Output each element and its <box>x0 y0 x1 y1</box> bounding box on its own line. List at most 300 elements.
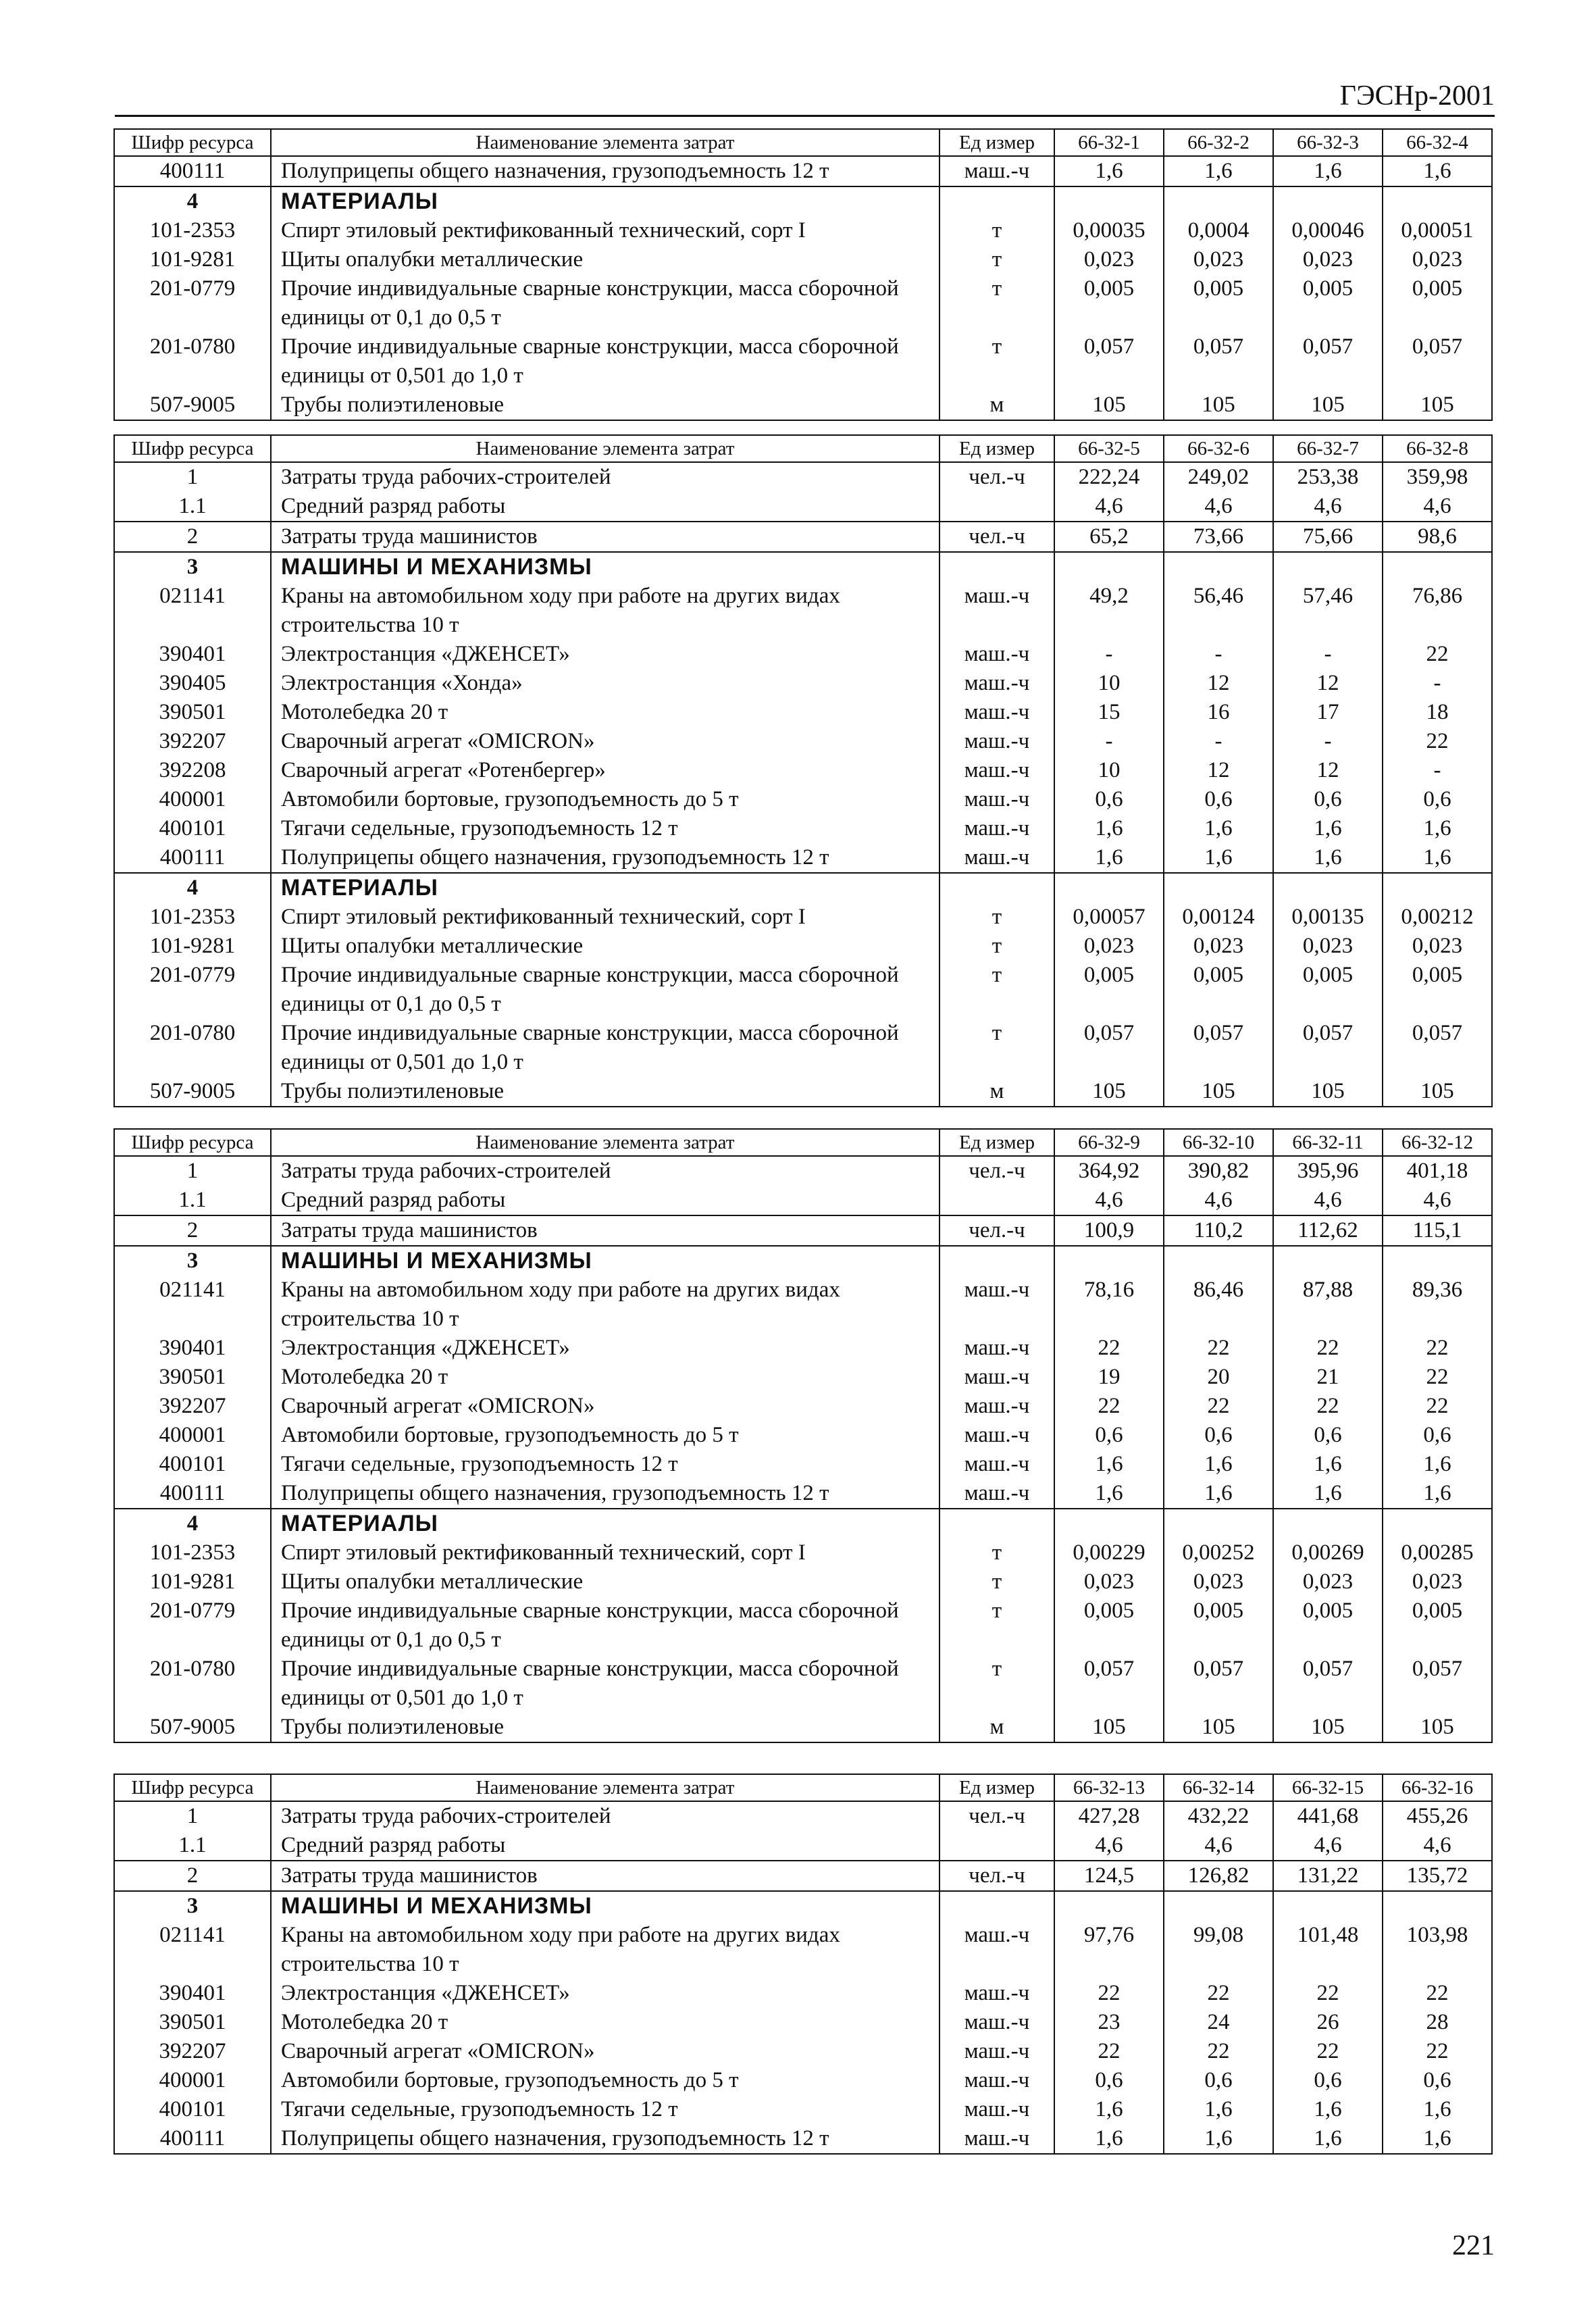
resource-code: 4 <box>114 186 271 216</box>
value-cell: 0,057 <box>1383 332 1492 391</box>
unit-cell: маш.-ч <box>939 1421 1054 1450</box>
value-cell: 0,6 <box>1054 2066 1164 2095</box>
value-cell: 22 <box>1054 1979 1164 2008</box>
value-cell: 0,00124 <box>1164 903 1273 932</box>
resource-code: 201-0779 <box>114 274 271 332</box>
value-cell <box>1054 1246 1164 1276</box>
value-cell: 105 <box>1273 1077 1383 1107</box>
resource-name: Краны на автомобильном ходу при работе на других видах строительства 10 т <box>271 1921 939 1979</box>
resource-name: Электростанция «ДЖЕНСЕТ» <box>271 1979 939 2008</box>
value-cell: 65,2 <box>1054 522 1164 552</box>
unit-cell: чел.-ч <box>939 462 1054 492</box>
unit-cell <box>939 552 1054 582</box>
unit-cell: маш.-ч <box>939 640 1054 669</box>
value-cell <box>1383 552 1492 582</box>
table-row <box>114 1363 1492 1392</box>
resource-code: 1 <box>114 1156 271 1186</box>
column-header-norm-code: 66-32-4 <box>1383 129 1492 156</box>
column-header-unit: Ед измер <box>939 1129 1054 1156</box>
unit-cell: т <box>939 332 1054 391</box>
resource-name: Прочие индивидуальные сварные конструкции, масса сборочной единицы от 0,1 до 0,5 т <box>271 274 939 332</box>
value-cell: 0,6 <box>1383 2066 1492 2095</box>
value-cell: 0,00285 <box>1383 1538 1492 1567</box>
column-header-unit: Ед измер <box>939 1774 1054 1801</box>
value-cell <box>1054 1509 1164 1538</box>
resource-name: Затраты труда рабочих-строителей <box>271 1156 939 1186</box>
value-cell: 22 <box>1273 1392 1383 1421</box>
value-cell: 455,26 <box>1383 1801 1492 1831</box>
value-cell <box>1273 1246 1383 1276</box>
unit-cell: т <box>939 1019 1054 1077</box>
value-cell <box>1054 873 1164 903</box>
value-cell: 0,057 <box>1273 332 1383 391</box>
unit-cell: чел.-ч <box>939 1801 1054 1831</box>
value-cell: 20 <box>1164 1363 1273 1392</box>
resource-name: Мотолебедка 20 т <box>271 1363 939 1392</box>
section-row <box>114 1509 1492 1538</box>
value-cell: 0,005 <box>1054 961 1164 1019</box>
table-row <box>114 492 1492 522</box>
resource-code: 400111 <box>114 1479 271 1509</box>
resource-code: 400101 <box>114 2095 271 2124</box>
resource-name: Средний разряд работы <box>271 1831 939 1861</box>
value-cell: 1,6 <box>1383 2124 1492 2154</box>
table-row <box>114 1861 1492 1891</box>
unit-cell: т <box>939 1538 1054 1567</box>
resource-code: 021141 <box>114 1276 271 1334</box>
unit-cell: маш.-ч <box>939 1450 1054 1479</box>
resource-code: 1.1 <box>114 1831 271 1861</box>
value-cell <box>1383 1509 1492 1538</box>
table-row <box>114 640 1492 669</box>
value-cell: 87,88 <box>1273 1276 1383 1334</box>
column-header-code: Шифр ресурса <box>114 1774 271 1801</box>
value-cell: 105 <box>1273 391 1383 420</box>
document-code: ГЭСНр-2001 <box>1339 80 1495 111</box>
resource-name: Прочие индивидуальные сварные конструкции, масса сборочной единицы от 0,501 до 1,0 т <box>271 1019 939 1077</box>
resource-code: 390401 <box>114 1979 271 2008</box>
unit-cell: маш.-ч <box>939 785 1054 814</box>
column-header-norm-code: 66-32-12 <box>1383 1129 1492 1156</box>
column-header-norm-code: 66-32-7 <box>1273 435 1383 462</box>
value-cell: 73,66 <box>1164 522 1273 552</box>
value-cell: 441,68 <box>1273 1801 1383 1831</box>
table-row <box>114 1276 1492 1334</box>
resource-name: Мотолебедка 20 т <box>271 2008 939 2037</box>
value-cell: 23 <box>1054 2008 1164 2037</box>
resource-name: Средний разряд работы <box>271 1186 939 1215</box>
resource-name: Мотолебедка 20 т <box>271 698 939 727</box>
value-cell: 4,6 <box>1273 1831 1383 1861</box>
resource-code: 2 <box>114 522 271 552</box>
value-cell <box>1383 873 1492 903</box>
value-cell: 1,6 <box>1383 843 1492 873</box>
resource-name: Полуприцепы общего назначения, грузоподъемность 12 т <box>271 156 939 186</box>
table-row <box>114 756 1492 785</box>
value-cell: 0,005 <box>1273 961 1383 1019</box>
resource-code: 400111 <box>114 843 271 873</box>
value-cell: 0,057 <box>1383 1019 1492 1077</box>
table-row <box>114 462 1492 492</box>
column-header-norm-code: 66-32-1 <box>1054 129 1164 156</box>
unit-cell: т <box>939 274 1054 332</box>
column-header-norm-code: 66-32-5 <box>1054 435 1164 462</box>
value-cell: 4,6 <box>1383 1831 1492 1861</box>
page-number: 221 <box>1452 2230 1495 2261</box>
value-cell: 22 <box>1164 2037 1273 2066</box>
table-row <box>114 1596 1492 1655</box>
value-cell: - <box>1383 756 1492 785</box>
table-row <box>114 698 1492 727</box>
value-cell: - <box>1164 727 1273 756</box>
table-row <box>114 156 1492 186</box>
table-row <box>114 2066 1492 2095</box>
resource-name: Электростанция «ДЖЕНСЕТ» <box>271 640 939 669</box>
value-cell: 0,6 <box>1273 1421 1383 1450</box>
resource-code: 4 <box>114 873 271 903</box>
resource-code: 400101 <box>114 1450 271 1479</box>
value-cell: 78,16 <box>1054 1276 1164 1334</box>
unit-cell: маш.-ч <box>939 1392 1054 1421</box>
value-cell: 12 <box>1273 669 1383 698</box>
resource-name: Трубы полиэтиленовые <box>271 1713 939 1742</box>
value-cell: 4,6 <box>1164 1186 1273 1215</box>
value-cell: 0,6 <box>1054 1421 1164 1450</box>
value-cell: 4,6 <box>1054 492 1164 522</box>
column-header-norm-code: 66-32-10 <box>1164 1129 1273 1156</box>
value-cell: 22 <box>1164 1334 1273 1363</box>
resource-code: 390401 <box>114 640 271 669</box>
value-cell: 1,6 <box>1383 2095 1492 2124</box>
resource-code: 400101 <box>114 814 271 843</box>
column-header-code: Шифр ресурса <box>114 435 271 462</box>
resource-name: Средний разряд работы <box>271 492 939 522</box>
value-cell: 105 <box>1164 391 1273 420</box>
value-cell: 0,057 <box>1054 1655 1164 1713</box>
value-cell: 1,6 <box>1273 1450 1383 1479</box>
resource-code: 390501 <box>114 1363 271 1392</box>
resource-name: Прочие индивидуальные сварные конструкции, масса сборочной единицы от 0,501 до 1,0 т <box>271 332 939 391</box>
value-cell: 105 <box>1164 1077 1273 1107</box>
unit-cell: маш.-ч <box>939 727 1054 756</box>
value-cell: 427,28 <box>1054 1801 1164 1831</box>
value-cell: 19 <box>1054 1363 1164 1392</box>
unit-cell: чел.-ч <box>939 1215 1054 1246</box>
cost-table <box>113 434 1493 1107</box>
value-cell: 0,6 <box>1164 1421 1273 1450</box>
value-cell: 1,6 <box>1054 2095 1164 2124</box>
value-cell: 222,24 <box>1054 462 1164 492</box>
value-cell: 0,023 <box>1383 1567 1492 1596</box>
unit-cell: маш.-ч <box>939 2095 1054 2124</box>
resource-name: Трубы полиэтиленовые <box>271 391 939 420</box>
resource-name: Спирт этиловый ректификованный технический, сорт I <box>271 216 939 245</box>
value-cell <box>1054 1891 1164 1921</box>
resource-name: Автомобили бортовые, грузоподъемность до 5 т <box>271 1421 939 1450</box>
table-row <box>114 1392 1492 1421</box>
value-cell: 22 <box>1273 1334 1383 1363</box>
resource-code: 400001 <box>114 2066 271 2095</box>
resource-code: 2 <box>114 1215 271 1246</box>
resource-name: Сварочный агрегат «OMICRON» <box>271 727 939 756</box>
value-cell: 390,82 <box>1164 1156 1273 1186</box>
value-cell: 0,6 <box>1383 785 1492 814</box>
resource-name: Электростанция «Хонда» <box>271 669 939 698</box>
resource-name: МАТЕРИАЛЫ <box>271 873 939 903</box>
value-cell: 22 <box>1383 1392 1492 1421</box>
value-cell: 16 <box>1164 698 1273 727</box>
value-cell: 0,6 <box>1273 2066 1383 2095</box>
resource-name: Полуприцепы общего назначения, грузоподъемность 12 т <box>271 2124 939 2154</box>
value-cell: 0,023 <box>1383 245 1492 274</box>
section-row <box>114 552 1492 582</box>
value-cell: 0,6 <box>1164 785 1273 814</box>
column-header-norm-code: 66-32-11 <box>1273 1129 1383 1156</box>
value-cell: 253,38 <box>1273 462 1383 492</box>
resource-name: Краны на автомобильном ходу при работе на других видах строительства 10 т <box>271 1276 939 1334</box>
value-cell: 86,46 <box>1164 1276 1273 1334</box>
value-cell: 1,6 <box>1273 1479 1383 1509</box>
resource-name: Краны на автомобильном ходу при работе на других видах строительства 10 т <box>271 582 939 640</box>
value-cell: 1,6 <box>1273 156 1383 186</box>
unit-cell: т <box>939 932 1054 961</box>
value-cell: 0,005 <box>1164 1596 1273 1655</box>
section-row <box>114 1891 1492 1921</box>
table-row <box>114 903 1492 932</box>
value-cell: 21 <box>1273 1363 1383 1392</box>
value-cell <box>1273 552 1383 582</box>
resource-name: Электростанция «ДЖЕНСЕТ» <box>271 1334 939 1363</box>
resource-code: 101-9281 <box>114 932 271 961</box>
resource-name: Прочие индивидуальные сварные конструкции, масса сборочной единицы от 0,501 до 1,0 т <box>271 1655 939 1713</box>
table-row <box>114 669 1492 698</box>
value-cell: 0,00229 <box>1054 1538 1164 1567</box>
resource-code: 507-9005 <box>114 1713 271 1742</box>
value-cell: 1,6 <box>1164 814 1273 843</box>
unit-cell: маш.-ч <box>939 1334 1054 1363</box>
value-cell: 22 <box>1383 2037 1492 2066</box>
value-cell: 0,0004 <box>1164 216 1273 245</box>
value-cell: 1,6 <box>1383 1450 1492 1479</box>
table-row <box>114 727 1492 756</box>
section-row <box>114 873 1492 903</box>
cost-table <box>113 1128 1493 1743</box>
resource-code: 392207 <box>114 1392 271 1421</box>
value-cell: 0,6 <box>1164 2066 1273 2095</box>
column-header-norm-code: 66-32-9 <box>1054 1129 1164 1156</box>
value-cell: 1,6 <box>1054 2124 1164 2154</box>
unit-cell <box>939 1186 1054 1215</box>
resource-name: Затраты труда рабочих-строителей <box>271 462 939 492</box>
unit-cell: маш.-ч <box>939 1276 1054 1334</box>
value-cell <box>1273 186 1383 216</box>
table-row <box>114 582 1492 640</box>
resource-table-1 <box>113 128 1491 421</box>
value-cell: 4,6 <box>1054 1186 1164 1215</box>
table-row <box>114 1019 1492 1077</box>
unit-cell: маш.-ч <box>939 843 1054 873</box>
value-cell <box>1054 186 1164 216</box>
value-cell: 12 <box>1164 756 1273 785</box>
value-cell: 10 <box>1054 669 1164 698</box>
resource-name: Спирт этиловый ректификованный технический, сорт I <box>271 903 939 932</box>
value-cell: 0,6 <box>1273 785 1383 814</box>
value-cell: 0,005 <box>1383 961 1492 1019</box>
value-cell: 0,005 <box>1054 1596 1164 1655</box>
value-cell: 105 <box>1054 1077 1164 1107</box>
table-row <box>114 1801 1492 1831</box>
value-cell: 105 <box>1383 391 1492 420</box>
unit-cell: маш.-ч <box>939 1363 1054 1392</box>
value-cell: 0,6 <box>1054 785 1164 814</box>
value-cell: 1,6 <box>1164 843 1273 873</box>
resource-code: 1 <box>114 1801 271 1831</box>
value-cell: 0,00135 <box>1273 903 1383 932</box>
column-header-norm-code: 66-32-16 <box>1383 1774 1492 1801</box>
value-cell: 1,6 <box>1164 156 1273 186</box>
resource-code: 400111 <box>114 2124 271 2154</box>
column-header-norm-code: 66-32-6 <box>1164 435 1273 462</box>
resource-code: 101-2353 <box>114 903 271 932</box>
column-header-norm-code: 66-32-14 <box>1164 1774 1273 1801</box>
unit-cell <box>939 873 1054 903</box>
table-row <box>114 1979 1492 2008</box>
value-cell: 15 <box>1054 698 1164 727</box>
unit-cell: маш.-ч <box>939 2037 1054 2066</box>
unit-cell: чел.-ч <box>939 1156 1054 1186</box>
value-cell: 99,08 <box>1164 1921 1273 1979</box>
resource-name: Сварочный агрегат «OMICRON» <box>271 1392 939 1421</box>
resource-code: 101-2353 <box>114 1538 271 1567</box>
value-cell: 249,02 <box>1164 462 1273 492</box>
table-row <box>114 2008 1492 2037</box>
resource-name: Сварочный агрегат «Ротенбергер» <box>271 756 939 785</box>
value-cell: 75,66 <box>1273 522 1383 552</box>
value-cell: 0,023 <box>1273 1567 1383 1596</box>
value-cell <box>1383 1891 1492 1921</box>
header-row <box>114 129 1492 156</box>
value-cell: 0,023 <box>1054 245 1164 274</box>
resource-code: 507-9005 <box>114 1077 271 1107</box>
value-cell: 110,2 <box>1164 1215 1273 1246</box>
unit-cell: т <box>939 961 1054 1019</box>
unit-cell: чел.-ч <box>939 522 1054 552</box>
value-cell: 22 <box>1383 640 1492 669</box>
value-cell: 105 <box>1273 1713 1383 1742</box>
value-cell: 0,023 <box>1164 932 1273 961</box>
value-cell: 22 <box>1383 1334 1492 1363</box>
value-cell: 0,057 <box>1383 1655 1492 1713</box>
header-rule <box>115 115 1495 117</box>
resource-name: Прочие индивидуальные сварные конструкции, масса сборочной единицы от 0,1 до 0,5 т <box>271 1596 939 1655</box>
table-row <box>114 961 1492 1019</box>
table-row <box>114 2095 1492 2124</box>
value-cell: 395,96 <box>1273 1156 1383 1186</box>
value-cell: 105 <box>1383 1713 1492 1742</box>
table-row <box>114 1831 1492 1861</box>
table-row <box>114 843 1492 873</box>
value-cell: - <box>1054 727 1164 756</box>
resource-name: Щиты опалубки металлические <box>271 1567 939 1596</box>
value-cell: 12 <box>1273 756 1383 785</box>
cost-table <box>113 1774 1493 2155</box>
resource-code: 400001 <box>114 785 271 814</box>
value-cell: 364,92 <box>1054 1156 1164 1186</box>
value-cell: 98,6 <box>1383 522 1492 552</box>
table-row <box>114 2124 1492 2154</box>
value-cell: 0,00057 <box>1054 903 1164 932</box>
resource-name: Затраты труда машинистов <box>271 522 939 552</box>
value-cell: - <box>1054 640 1164 669</box>
value-cell: 1,6 <box>1383 814 1492 843</box>
resource-name: Автомобили бортовые, грузоподъемность до 5 т <box>271 2066 939 2095</box>
value-cell: 76,86 <box>1383 582 1492 640</box>
value-cell: 1,6 <box>1054 156 1164 186</box>
resource-code: 390501 <box>114 2008 271 2037</box>
unit-cell: т <box>939 245 1054 274</box>
table-row <box>114 245 1492 274</box>
value-cell <box>1273 1509 1383 1538</box>
value-cell <box>1273 873 1383 903</box>
value-cell: 22 <box>1273 1979 1383 2008</box>
value-cell: 1,6 <box>1273 2124 1383 2154</box>
value-cell: 401,18 <box>1383 1156 1492 1186</box>
unit-cell: маш.-ч <box>939 2066 1054 2095</box>
resource-code: 2 <box>114 1861 271 1891</box>
resource-code: 201-0780 <box>114 332 271 391</box>
value-cell: 1,6 <box>1383 1479 1492 1509</box>
table-row <box>114 785 1492 814</box>
column-header-norm-code: 66-32-2 <box>1164 129 1273 156</box>
resource-code: 400111 <box>114 156 271 186</box>
resource-code: 3 <box>114 1891 271 1921</box>
table-row <box>114 1186 1492 1215</box>
header-row <box>114 1774 1492 1801</box>
value-cell: 105 <box>1383 1077 1492 1107</box>
resource-name: МАШИНЫ И МЕХАНИЗМЫ <box>271 1246 939 1276</box>
header-row <box>114 435 1492 462</box>
value-cell: 1,6 <box>1164 2124 1273 2154</box>
resource-name: МАТЕРИАЛЫ <box>271 186 939 216</box>
resource-name: Щиты опалубки металлические <box>271 245 939 274</box>
resource-code: 201-0780 <box>114 1655 271 1713</box>
value-cell: 0,00269 <box>1273 1538 1383 1567</box>
resource-code: 392207 <box>114 727 271 756</box>
value-cell: 1,6 <box>1383 156 1492 186</box>
value-cell: 22 <box>1383 1363 1492 1392</box>
value-cell: 89,36 <box>1383 1276 1492 1334</box>
value-cell: 1,6 <box>1273 814 1383 843</box>
unit-cell: маш.-ч <box>939 582 1054 640</box>
value-cell: 22 <box>1383 727 1492 756</box>
resource-name: МАШИНЫ И МЕХАНИЗМЫ <box>271 1891 939 1921</box>
value-cell: 131,22 <box>1273 1861 1383 1891</box>
unit-cell: маш.-ч <box>939 698 1054 727</box>
unit-cell: маш.-ч <box>939 1921 1054 1979</box>
resource-name: МАТЕРИАЛЫ <box>271 1509 939 1538</box>
value-cell: 4,6 <box>1054 1831 1164 1861</box>
value-cell: 4,6 <box>1383 1186 1492 1215</box>
value-cell: 0,023 <box>1383 932 1492 961</box>
resource-table-4 <box>113 1774 1491 2155</box>
resource-name: Тягачи седельные, грузоподъемность 12 т <box>271 814 939 843</box>
table-row <box>114 1655 1492 1713</box>
unit-cell: т <box>939 1596 1054 1655</box>
value-cell: 4,6 <box>1383 492 1492 522</box>
table-row <box>114 332 1492 391</box>
value-cell: 4,6 <box>1273 492 1383 522</box>
column-header-name: Наименование элемента затрат <box>271 1129 939 1156</box>
